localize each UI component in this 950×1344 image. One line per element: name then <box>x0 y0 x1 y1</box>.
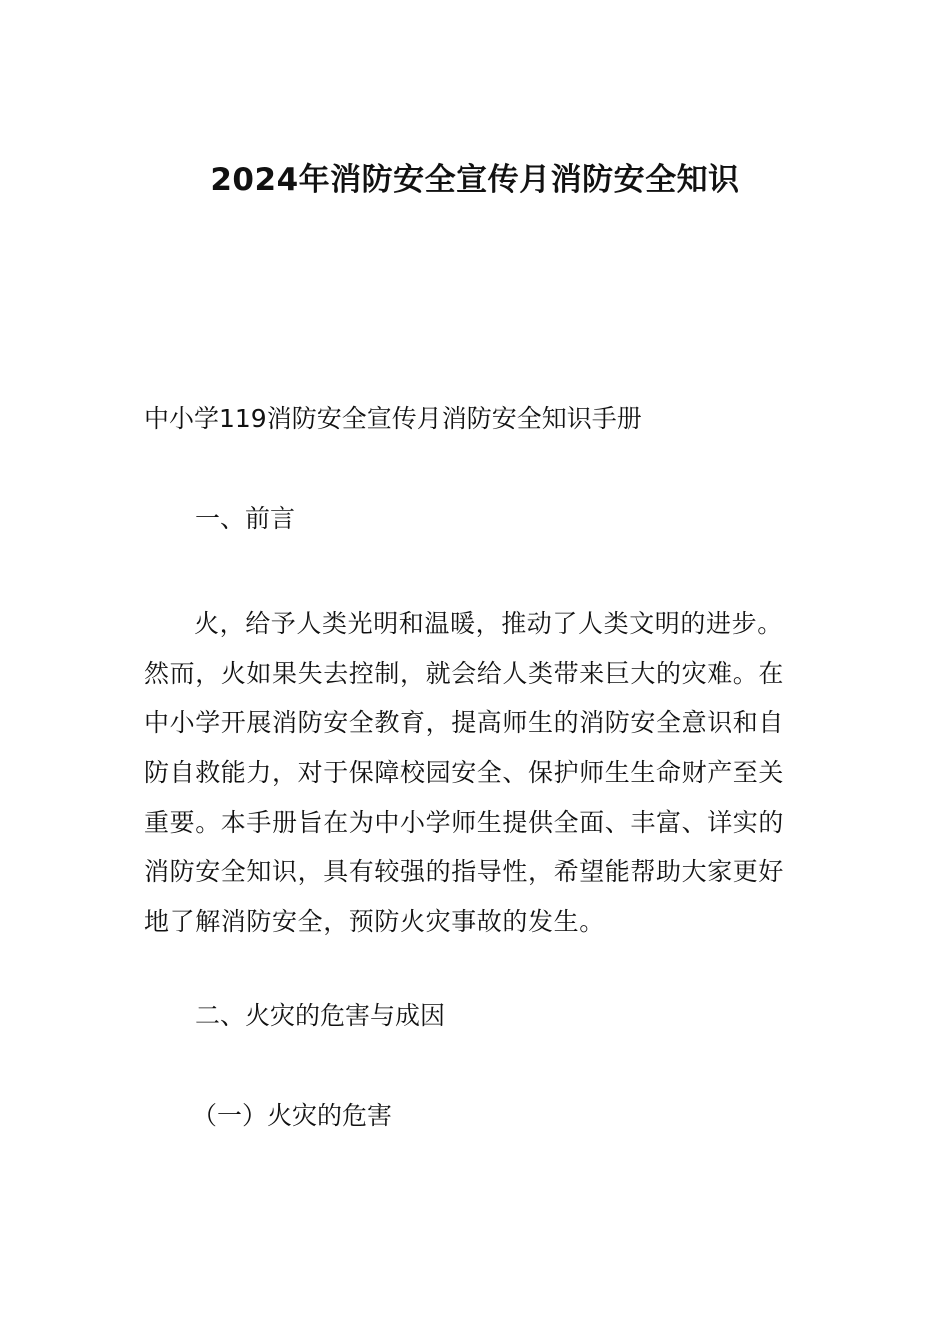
section-heading-preface: 一、前言 <box>195 504 296 533</box>
document-title: 2024年消防安全宣传月消防安全知识 <box>210 162 740 198</box>
section-heading-fire-hazards: 二、火灾的危害与成因 <box>195 1001 446 1030</box>
preface-paragraph <box>144 599 806 947</box>
document-subtitle: 中小学119消防安全宣传月消防安全知识手册 <box>144 404 642 433</box>
paragraph-line: 消防安全知识，具有较强的指导性，希望能帮助大家更好 <box>144 857 785 887</box>
paragraph-line: 重要。本手册旨在为中小学师生提供全面、丰富、详实的 <box>144 807 785 837</box>
subsection-heading-fire-dangers: （一）火灾的危害 <box>192 1101 393 1130</box>
paragraph-line: 防自救能力，对于保障校园安全、保护师生生命财产至关 <box>144 758 785 788</box>
paragraph-line: 火，给予人类光明和温暖，推动了人类文明的进步。 <box>194 609 783 638</box>
paragraph-line: 然而，火如果失去控制，就会给人类带来巨大的灾难。在 <box>144 658 785 688</box>
paragraph-line: 地了解消防安全，预防火灾事故的发生。 <box>144 907 605 937</box>
paragraph-line: 中小学开展消防安全教育，提高师生的消防安全意识和自 <box>144 708 785 738</box>
